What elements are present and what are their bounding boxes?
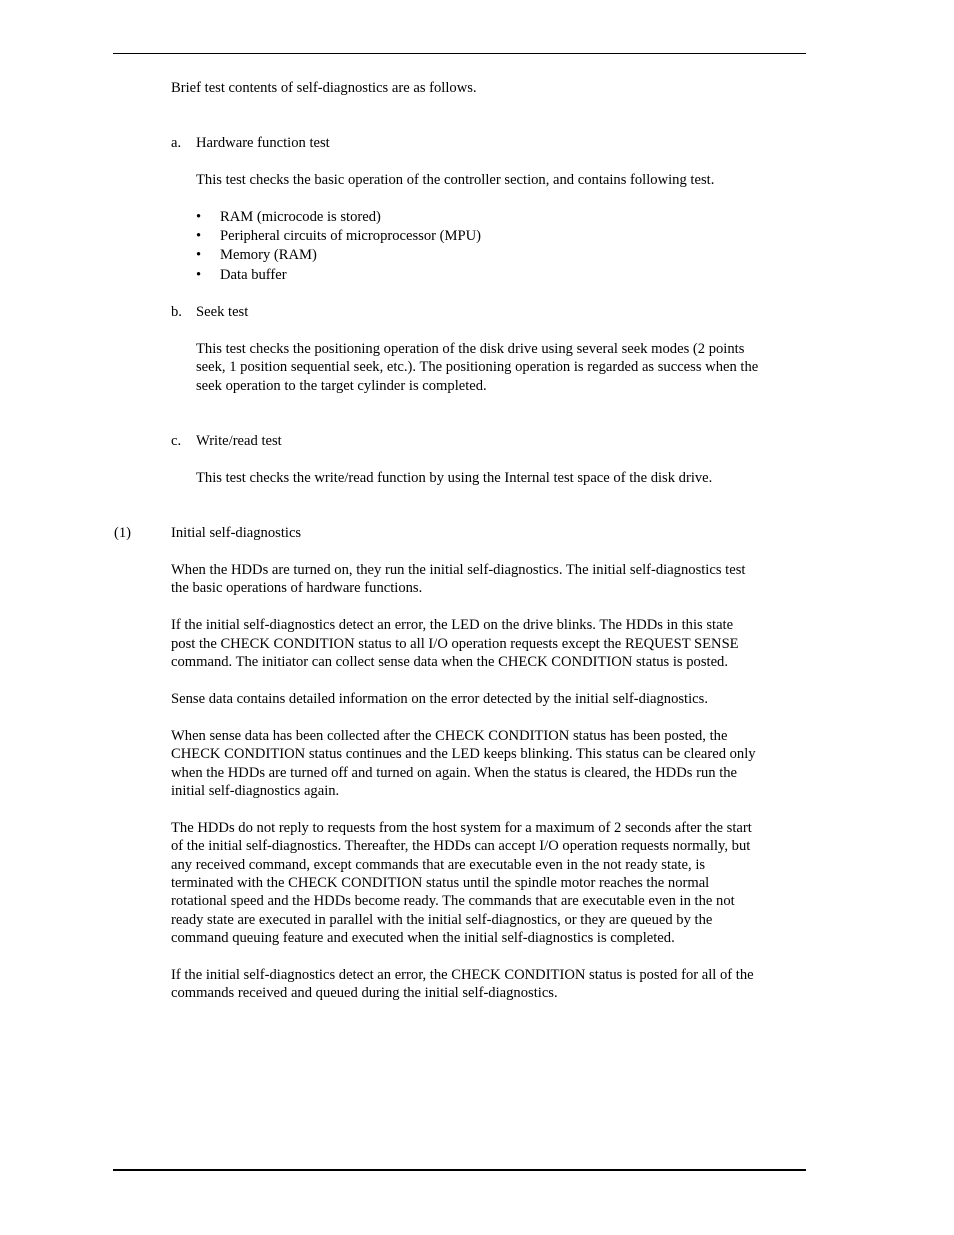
paragraph-line: rotational speed and the HDDs become ready. The commands that are executable even in the not — [171, 893, 735, 909]
paragraph-line: initial self-diagnostics again. — [171, 783, 340, 799]
intro-text: Brief test contents of self-diagnostics are as follows. — [171, 80, 477, 96]
paragraph-line: of the initial self-diagnostics. Thereafter, the HDDs can accept I/O operation requests normally, but — [171, 838, 751, 854]
test-c-marker: c. — [171, 433, 182, 449]
paragraph-line: command. The initiator can collect sense data when the CHECK CONDITION status is posted. — [171, 654, 729, 670]
test-b-body-line: This test checks the positioning operation of the disk drive using several seek modes (2 points — [196, 341, 745, 357]
test-c-body: This test checks the write/read function by using the Internal test space of the disk drive. — [196, 470, 713, 486]
paragraph-line: command queuing feature and executed when the initial self-diagnostics is completed. — [171, 930, 675, 946]
test-a-marker: a. — [171, 135, 182, 151]
bullet-icon: • — [196, 247, 202, 263]
bullet-icon: • — [196, 209, 202, 225]
paragraph-line: Sense data contains detailed information on the error detected by the initial self-diagnostics. — [171, 691, 708, 707]
test-c-title: Write/read test — [196, 433, 282, 449]
paragraph-line: any received command, except commands that are executable even in the not ready state, is — [171, 857, 706, 873]
bullet-icon: • — [196, 228, 202, 244]
paragraph-line: commands received and queued during the initial self-diagnostics. — [171, 985, 558, 1001]
paragraph-line: when the HDDs are turned off and turned on again. When the status is cleared, the HDDs run the — [171, 765, 738, 781]
bullet-icon: • — [196, 267, 202, 283]
paragraph-line: CHECK CONDITION status continues and the LED keeps blinking. This status can be cleared only — [171, 746, 756, 762]
paragraph-line: The HDDs do not reply to requests from the host system for a maximum of 2 seconds after the start — [171, 820, 752, 836]
paragraph-line: ready state are executed in parallel with the initial self-diagnostics, or they are queued by the — [171, 912, 713, 928]
paragraph-line: the basic operations of hardware functions. — [171, 580, 423, 596]
paragraph-line: When the HDDs are turned on, they run the initial self-diagnostics. The initial self-diagnostics test — [171, 562, 746, 578]
footer-rule — [113, 1169, 806, 1171]
paragraph-line: terminated with the CHECK CONDITION status until the spindle motor reaches the normal — [171, 875, 710, 891]
test-b-marker: b. — [171, 304, 182, 320]
test-a-body: This test checks the basic operation of the controller section, and contains following test. — [196, 172, 715, 188]
section-number: (1) — [114, 525, 132, 541]
test-b-body-line: seek, 1 position sequential seek, etc.). The positioning operation is regarded as success when the — [196, 359, 759, 375]
test-b-body-line: seek operation to the target cylinder is completed. — [196, 378, 487, 394]
paragraph-line: If the initial self-diagnostics detect an error, the CHECK CONDITION status is posted for all of the — [171, 967, 754, 983]
paragraph-line: post the CHECK CONDITION status to all I/O operation requests except the REQUEST SENSE — [171, 636, 739, 652]
paragraph-line: When sense data has been collected after the CHECK CONDITION status has been posted, the — [171, 728, 728, 744]
section-title: Initial self-diagnostics — [171, 525, 302, 541]
test-b-title: Seek test — [196, 304, 249, 320]
test-a-title: Hardware function test — [196, 135, 330, 151]
paragraph-line: If the initial self-diagnostics detect an error, the LED on the drive blinks. The HDDs in this state — [171, 617, 734, 633]
header-rule — [113, 53, 806, 54]
